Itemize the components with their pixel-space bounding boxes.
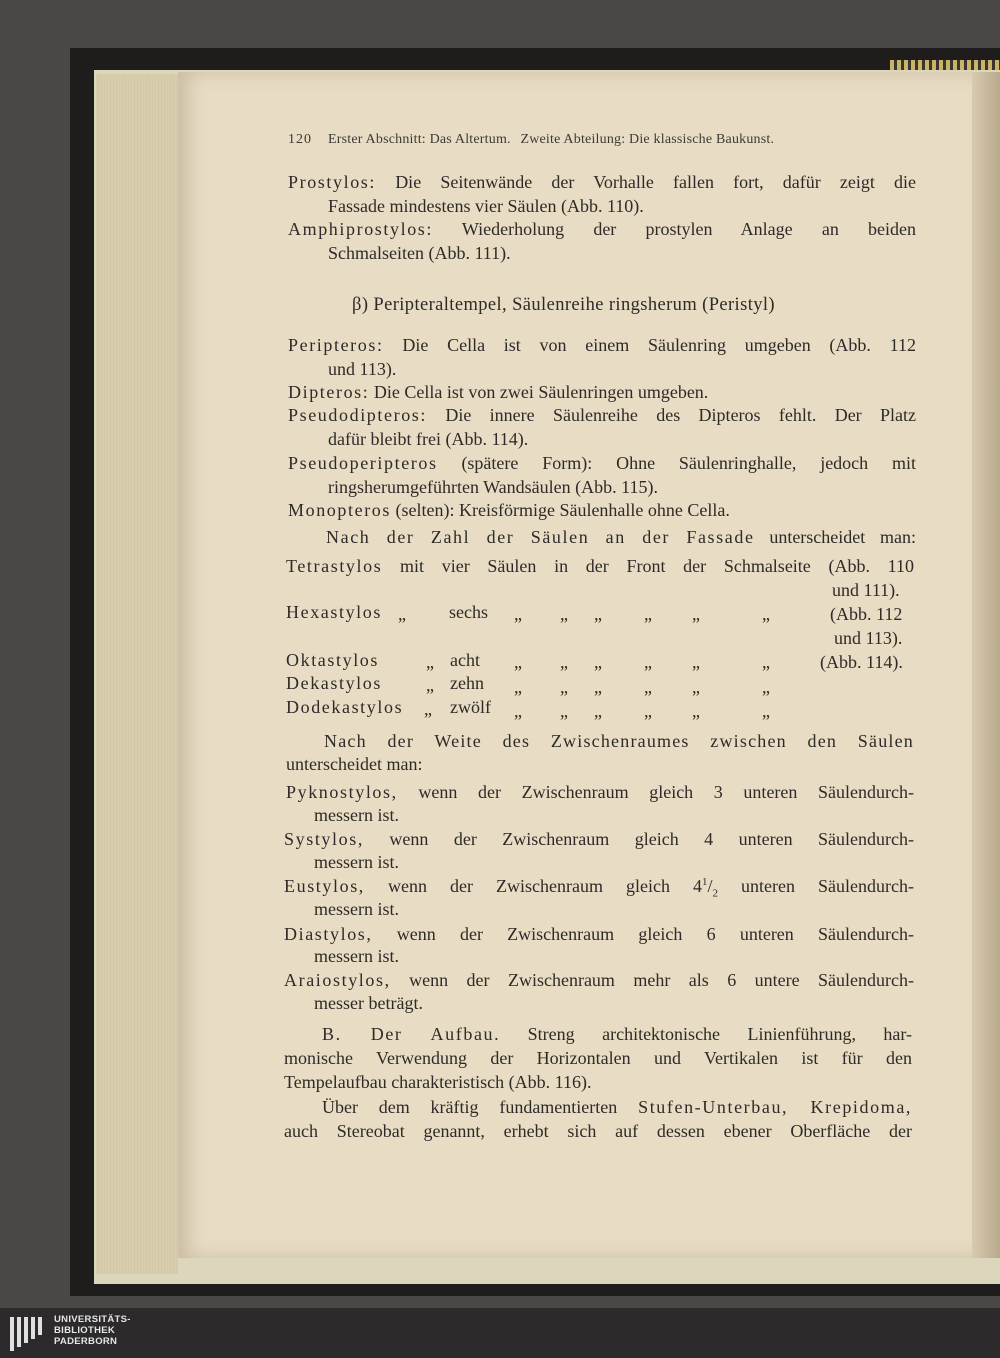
text-line: unterscheidet man: <box>286 754 423 774</box>
library-name-line: UNIVERSITÄTS- <box>54 1314 131 1325</box>
text-line: und 111). <box>832 580 900 600</box>
text-span: wenn der Zwischenraum mehr als 6 untere Säulendurch- <box>409 970 915 990</box>
term-dodekastylos: Dodekastylos <box>286 697 404 717</box>
text-line: monische Verwendung der Horizontalen und Vertikalen ist für den <box>284 1048 912 1068</box>
text-span: wenn der Zwischenraum gleich 6 unteren Säulendurch- <box>396 924 914 944</box>
term-pyknostylos: Pyknostylos, <box>286 782 398 802</box>
text-line: Nach der Weite des Zwischenraumes zwischen den Säulen <box>324 731 914 751</box>
ditto-mark: „ <box>514 604 522 624</box>
text-span: Die innere Säulenreihe des Dipteros fehlt. Der Platz <box>445 405 916 425</box>
text-line <box>288 500 730 521</box>
library-logo-icon <box>10 1317 50 1351</box>
term-tetrastylos: Tetrastylos <box>286 556 383 576</box>
text-line: messer beträgt. <box>314 993 423 1013</box>
ditto-mark: „ <box>398 604 406 624</box>
text-line <box>326 527 916 548</box>
ditto-mark: „ <box>762 677 770 697</box>
ditto-mark: „ <box>514 701 522 721</box>
text-line: messern ist. <box>314 852 399 872</box>
page-edges <box>96 74 178 1274</box>
term-prostylos: Prostylos: <box>288 172 377 192</box>
ditto-mark: „ <box>644 604 652 624</box>
running-head-part2: Zweite Abteilung: Die klassische Baukunst. <box>520 132 775 147</box>
ditto-mark: „ <box>762 604 770 624</box>
text-line: messern ist. <box>314 946 399 966</box>
text-line <box>322 1024 912 1045</box>
running-head <box>288 132 780 148</box>
ditto-mark: „ <box>692 604 700 624</box>
term-amphiprostylos: Amphiprostylos: <box>288 219 434 239</box>
text-line: auch Stereobat genannt, erhebt sich auf dessen ebener Oberfläche der <box>284 1121 912 1141</box>
ditto-mark: „ <box>560 701 568 721</box>
ditto-mark: „ <box>514 677 522 697</box>
fraction-denominator: 2 <box>712 887 718 900</box>
ditto-mark: „ <box>644 652 652 672</box>
ditto-mark: „ <box>560 677 568 697</box>
text-word: zwölf <box>450 697 491 717</box>
text-span: wenn der Zwischenraum gleich 4 unteren Säulendurch- <box>389 829 915 849</box>
text-line <box>288 219 916 240</box>
fraction-numerator: 1 <box>701 876 708 888</box>
page-number: 120 <box>288 132 312 147</box>
text-span: Wiederholung der prostylen Anlage an beiden <box>461 219 916 239</box>
text-span: Streng architektonische Linienführung, har- <box>527 1024 912 1044</box>
ditto-mark: „ <box>644 701 652 721</box>
ditto-mark: „ <box>424 699 432 719</box>
library-footer <box>0 1308 1000 1358</box>
cover-gilding <box>890 60 1000 70</box>
term-aufbau: B. Der Aufbau. <box>322 1024 501 1044</box>
ditto-mark: „ <box>560 604 568 624</box>
text-line: Eustylos, wenn der Zwischenraum gleich $4^1/_2$ unteren Säulendurch- <box>284 876 914 900</box>
text-word: zehn <box>450 673 484 693</box>
section-heading: β) Peripteraltempel, Säulenreihe ringsherum (Peristyl) <box>352 295 775 315</box>
text-span: Nach der Zahl der Säulen an der Fassade <box>326 527 755 547</box>
ditto-mark: „ <box>692 652 700 672</box>
text-line <box>288 382 708 403</box>
page-gutter <box>972 72 1000 1258</box>
ditto-mark: „ <box>692 677 700 697</box>
text-span: Stufen-Unterbau, Krepidoma, <box>638 1097 913 1117</box>
term-monopteros: Monopteros <box>288 500 391 520</box>
text-span: Die Cella ist von zwei Säulenringen umgeben. <box>373 382 709 402</box>
library-name-line: BIBLIOTHEK <box>54 1325 116 1336</box>
text-line: dafür bleibt frei (Abb. 114). <box>328 429 529 449</box>
text-span: wenn der Zwischenraum gleich 4 <box>387 876 702 896</box>
ditto-mark: „ <box>594 701 602 721</box>
text-span: wenn der Zwischenraum gleich 3 unteren Säulendurch- <box>418 782 915 802</box>
text-line <box>322 1097 912 1118</box>
term-araiostylos: Araiostylos, <box>284 970 391 990</box>
text-line <box>286 556 914 577</box>
library-name-line: PADERBORN <box>54 1336 118 1347</box>
term-systylos: Systylos, <box>284 829 364 849</box>
term-dipteros: Dipteros: <box>288 382 370 402</box>
ditto-mark: „ <box>692 701 700 721</box>
text-word: sechs <box>449 602 488 622</box>
text-line: messern ist. <box>314 899 399 919</box>
ditto-mark: „ <box>514 652 522 672</box>
text-line <box>288 335 916 356</box>
text-line <box>284 970 914 991</box>
term-pseudoperipteros: Pseudoperipteros <box>288 453 438 473</box>
text-line: ringsherumgeführten Wandsäulen (Abb. 115). <box>328 477 658 497</box>
term-oktastylos: Oktastylos <box>286 650 380 670</box>
text-line: und 113). <box>328 359 397 379</box>
text-line: Schmalseiten (Abb. 111). <box>328 243 511 263</box>
term-eustylos: Eustylos, <box>284 876 365 896</box>
text-line <box>284 829 914 850</box>
text-span: (selten): Kreisförmige Säulenhalle ohne Cella. <box>395 500 730 520</box>
term-diastylos: Diastylos, <box>284 924 373 944</box>
text-line: messern ist. <box>314 805 399 825</box>
text-line <box>284 924 914 945</box>
text-span: (spätere Form): Ohne Säulenringhalle, jedoch mit <box>461 453 917 473</box>
text-span: unteren Säulendurch- <box>741 876 914 896</box>
ditto-mark: „ <box>762 652 770 672</box>
ditto-mark: „ <box>644 677 652 697</box>
text-line <box>286 782 914 803</box>
library-name <box>54 1314 131 1347</box>
running-head-part1: Erster Abschnitt: Das Altertum. <box>328 132 511 147</box>
text-line: Fassade mindestens vier Säulen (Abb. 110). <box>328 196 644 216</box>
ditto-mark: „ <box>560 652 568 672</box>
ditto-mark: „ <box>594 677 602 697</box>
ditto-mark: „ <box>426 652 434 672</box>
text-word: acht <box>450 650 480 670</box>
text-span: mit vier Säulen in der Front der Schmalseite (Abb. 110 <box>400 556 914 576</box>
term-dekastylos: Dekastylos <box>286 673 382 693</box>
text-ref: (Abb. 112 <box>830 604 903 624</box>
text-span: Die Cella ist von einem Säulenring umgeben (Abb. 112 <box>402 335 916 355</box>
ditto-mark: „ <box>594 604 602 624</box>
term-hexastylos: Hexastylos <box>286 602 382 622</box>
text-span: Die Seitenwände der Vorhalle fallen fort, dafür zeigt die <box>395 172 917 192</box>
text-line: Tempelaufbau charakteristisch (Abb. 116). <box>284 1072 592 1092</box>
text-ref: und 113). <box>834 628 903 648</box>
text-ref: (Abb. 114). <box>820 652 903 672</box>
text-line <box>288 453 916 474</box>
ditto-mark: „ <box>594 652 602 672</box>
text-span: unterscheidet man: <box>769 527 917 547</box>
ditto-mark: „ <box>426 675 434 695</box>
text-line <box>288 405 916 426</box>
ditto-mark: „ <box>762 701 770 721</box>
term-peripteros: Peripteros: <box>288 335 384 355</box>
text-line <box>288 172 916 193</box>
term-pseudodipteros: Pseudodipteros: <box>288 405 427 425</box>
text-span: Über dem kräftig fundamentierten <box>322 1097 618 1117</box>
